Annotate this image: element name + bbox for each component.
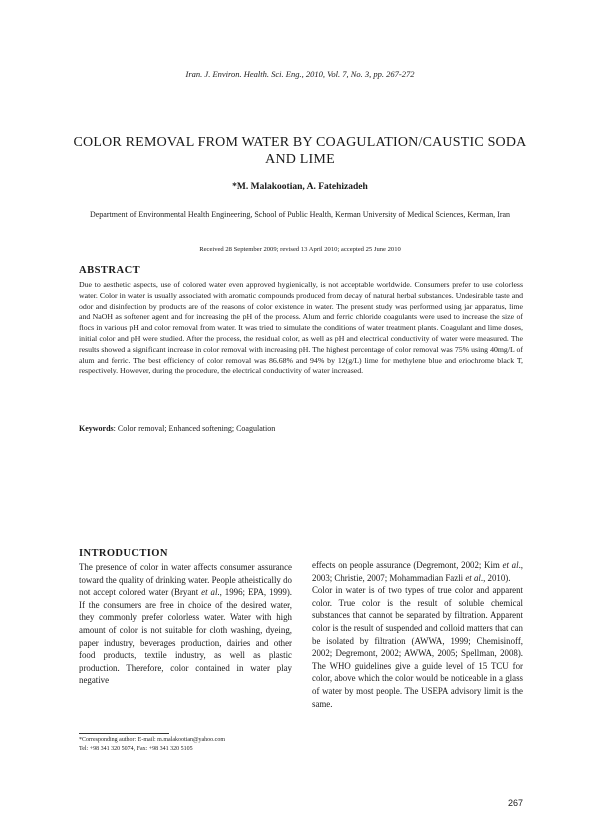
footnote-phone: Tel: +98 341 320 5074, Fax: +98 341 320 5105 [79,746,193,752]
footnote-divider [79,733,169,734]
author-affiliation: Department of Environmental Health Engineering, School of Public Health, Kerman University of Medical Sciences, Kerman, Iran [89,210,511,219]
journal-reference: Iran. J. Environ. Health. Sci. Eng., 2010, Vol. 7, No. 3, pp. 267-272 [185,69,415,79]
introduction-heading: INTRODUCTION [79,548,168,559]
received-dates: Received 28 September 2009; revised 13 April 2010; accepted 25 June 2010 [199,246,401,253]
keywords-text: : Color removal; Enhanced softening; Coagulation [113,424,276,433]
footnote-email: *Corresponding author: E-mail: m.malakootian@yahoo.com [79,737,225,743]
article-title: COLOR REMOVAL FROM WATER BY COAGULATION/CAUSTIC SODA AND LIME [73,135,527,167]
paragraph: The presence of color in water affects consumer assurance toward the quality of drinking water. People atheistically do not accept colored water (Bryant et al., 1996; EPA, 1999). If the consumers are free in choice of the desired water, they commonly prefer colorless water. Water with high amount of color is not suitable for cloth washing, dyeing, paper industry, beverages production, dairies and other food products, textile industry, as well as plastic production. Therefore, color contained in water play negative [79,562,293,686]
article-authors: *M. Malakootian, A. Fatehizadeh [232,182,368,192]
page-number: 267 [507,798,523,808]
paragraph: effects on people assurance (Degremont, 2002; Kim et al., 2003; Christie, 2007; Mohammadian Fazli et al., 2010). [312,560,523,583]
paragraph: Color in water is of two types of true color and apparent color. True color is the result of soluble chemical substances that cannot be separated by filtration. Apparent color is the result of suspended and colloid matters that can be isolated by filtration (AWWA, 1999; Chemisinoff, 2002; Degremont, 2002; AWWA, 2005; Spellman, 2008). The WHO guidelines give a guide level of 15 TCU for color, above which the color would be noticeable in a glass of water by most people. The USEPA advisory limit is the same. [312,585,523,709]
introduction-left-column [79,561,292,687]
keywords-label: Keywords [79,424,114,433]
abstract-text: Due to aesthetic aspects, use of colored water even approved hygienically, is not acceptable worldwide. Consumers prefer to use colorless water. Color in water is usually associated with aromatic compounds produced from decay of natural herbal substances. Undesirable taste and odor and disinfection by products are of the reasons of color existence in water. The present study was performed using jar apparatus, lime and NaOH as softener agent and for increasing the pH of the process. Alum and ferric chloride coagulants were used to increase the size of flocs in various pH and color removal from water. It was tried to simulate the conditions of water treatment plants. Coagulant and lime doses, initial color and pH were studied. After the process, the residual color, as well as pH and electrical conductivity of water were measured. The results showed a significant increase in color removal with increasing pH. The highest percentage of color removal was 75% using 40mg/L of alum and ferric. The best efficiency of color removal was 86.68% and 94% by 12(g/L) lime for methylene blue and eriochrome black T, respectively. However, during the procedure, the electrical conductivity of water increased. [79,280,523,376]
introduction-right-column [312,559,523,710]
corresponding-author-footnote [79,736,294,754]
abstract-heading: ABSTRACT [79,265,141,276]
keywords-line [79,424,523,433]
